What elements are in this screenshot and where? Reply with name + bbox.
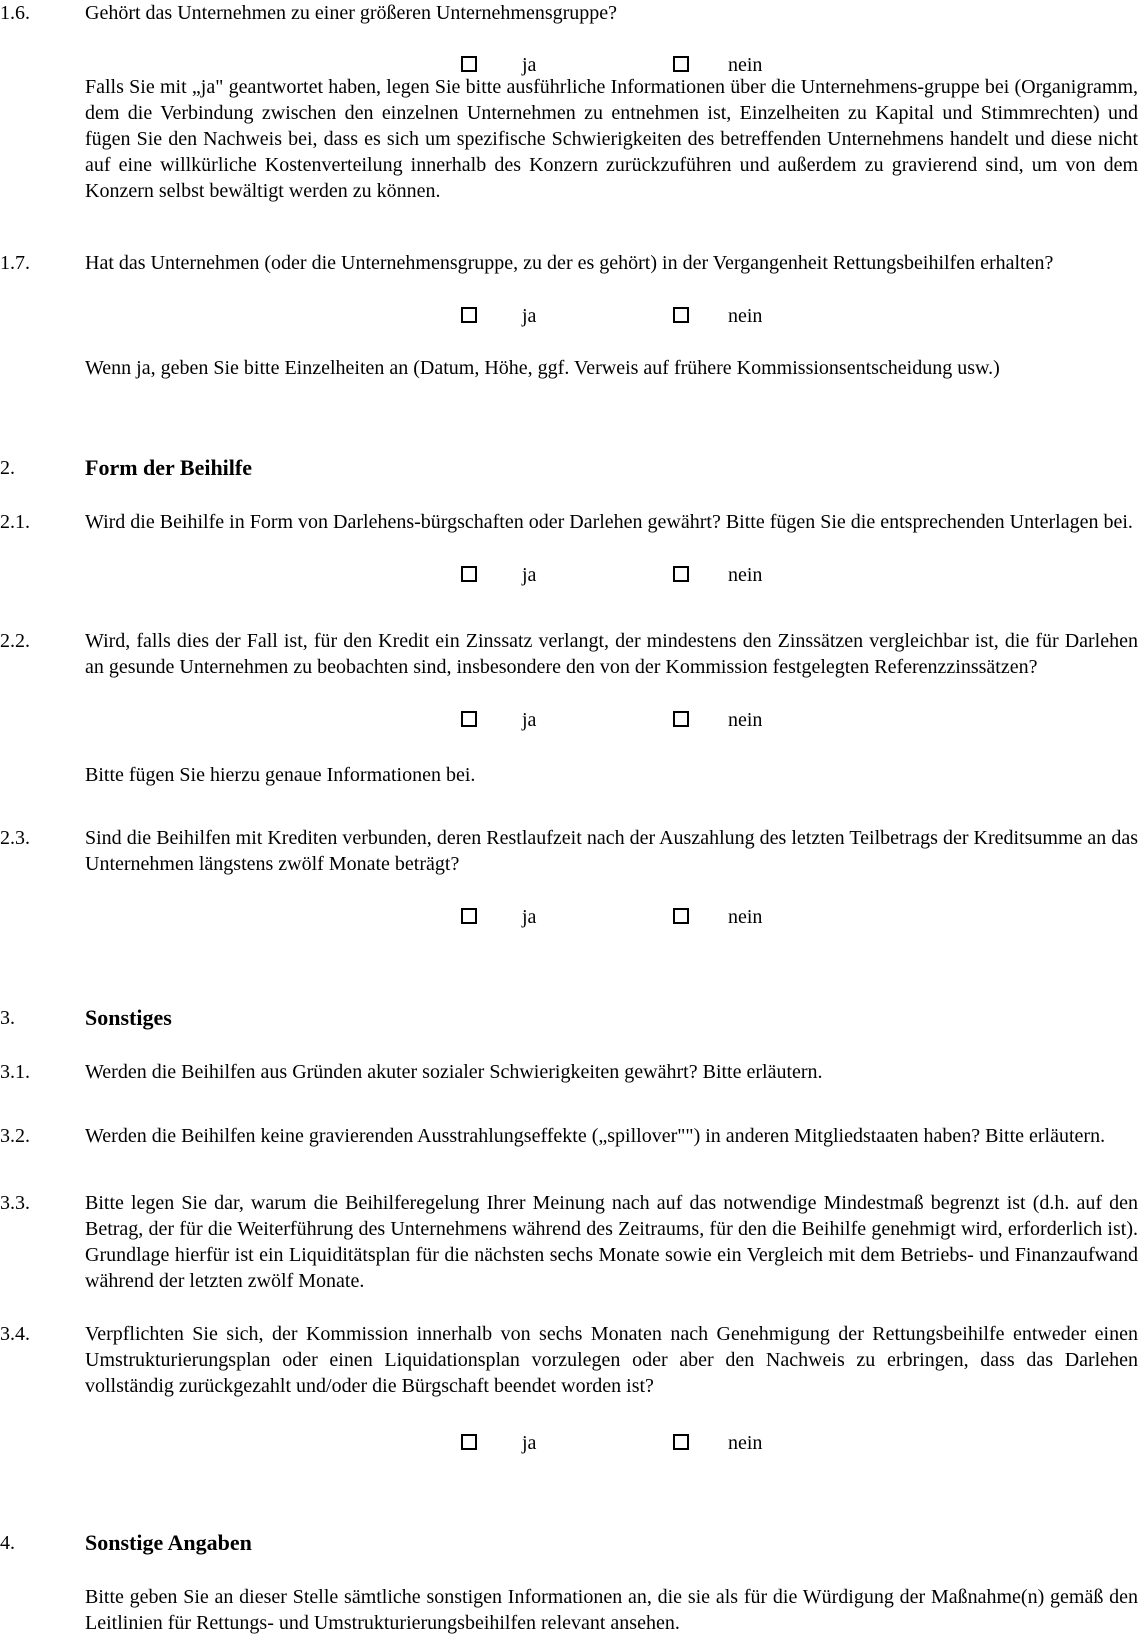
ja-label: ja bbox=[522, 906, 537, 928]
yes-no-options-1-7 bbox=[0, 303, 1140, 329]
yes-no-options-2-3 bbox=[0, 904, 1140, 930]
section-number: 3.1. bbox=[0, 1061, 30, 1083]
section-title: Sonstige Angaben bbox=[85, 1530, 252, 1555]
ja-checkbox[interactable] bbox=[461, 1434, 477, 1450]
yes-no-options-3-4 bbox=[0, 1430, 1140, 1456]
nein-checkbox[interactable] bbox=[673, 307, 689, 323]
section-2-2-info: Bitte fügen Sie hierzu genaue Informationen bei. bbox=[85, 764, 476, 786]
section-number: 2. bbox=[0, 457, 15, 479]
yes-no-options-2-1 bbox=[0, 562, 1140, 588]
question-text: Werden die Beihilfen aus Gründen akuter sozialer Schwierigkeiten gewährt? Bitte erläutern. bbox=[85, 1061, 823, 1083]
section-number: 3.3. bbox=[0, 1192, 30, 1214]
question-text: Wird, falls dies der Fall ist, für den Kredit ein Zinssatz verlangt, der mindestens den Zinssätzen vergleichbar ist, die für Darlehen an gesunde Unternehmen zu beobachten sind, insbesondere den von der Kommission festgelegten Referenzzinssätzen? bbox=[85, 630, 1138, 678]
section-number: 3.2. bbox=[0, 1125, 30, 1147]
question-text: Werden die Beihilfen keine gravierenden Ausstrahlungseffekte („spillover"") in anderen Mitgliedstaaten haben? Bitte erläutern. bbox=[85, 1125, 1106, 1147]
ja-label: ja bbox=[522, 54, 537, 76]
section-number: 2.1. bbox=[0, 511, 30, 533]
ja-label: ja bbox=[522, 305, 537, 327]
nein-checkbox[interactable] bbox=[673, 908, 689, 924]
nein-label: nein bbox=[728, 709, 763, 731]
nein-label: nein bbox=[728, 1432, 763, 1454]
yes-no-options-2-2 bbox=[0, 707, 1140, 733]
question-text: Wird die Beihilfe in Form von Darlehens-bürgschaften oder Darlehen gewährt? Bitte fügen Sie die entsprechenden Unterlagen bei. bbox=[85, 511, 1133, 533]
section-title: Sonstiges bbox=[85, 1005, 172, 1030]
question-text: Sind die Beihilfen mit Krediten verbunden, deren Restlaufzeit nach der Auszahlung des letzten Teilbetrags der Kreditsumme an das Unternehmen längstens zwölf Monate beträgt? bbox=[85, 827, 1138, 875]
question-text: Verpflichten Sie sich, der Kommission innerhalb von sechs Monaten nach Genehmigung der Rettungsbeihilfe entweder einen Umstrukturierungsplan oder einen Liquidationsplan vorzulegen oder aber den Nachweis zu erbringen, dass das Darlehen vollständig zurückgezahlt und/oder die Bürgschaft beendet worden ist? bbox=[85, 1323, 1138, 1397]
section-number: 4. bbox=[0, 1532, 15, 1554]
section-4-info: Bitte geben Sie an dieser Stelle sämtliche sonstigen Informationen an, die sie als für die Würdigung der Maßnahme(n) gemäß den Leitlinien für Rettungs- und Umstrukturierungsbeihilfen relevant ansehen. bbox=[85, 1586, 1138, 1634]
ja-checkbox[interactable] bbox=[461, 711, 477, 727]
ja-label: ja bbox=[522, 564, 537, 586]
question-text: Hat das Unternehmen (oder die Unternehmensgruppe, zu der es gehört) in der Vergangenheit Rettungsbeihilfen erhalten? bbox=[85, 252, 1054, 274]
nein-label: nein bbox=[728, 305, 763, 327]
ja-checkbox[interactable] bbox=[461, 307, 477, 323]
ja-label: ja bbox=[522, 709, 537, 731]
nein-checkbox[interactable] bbox=[673, 56, 689, 72]
section-number: 2.3. bbox=[0, 827, 30, 849]
nein-checkbox[interactable] bbox=[673, 566, 689, 582]
nein-checkbox[interactable] bbox=[673, 1434, 689, 1450]
section-title: Form der Beihilfe bbox=[85, 455, 252, 480]
nein-label: nein bbox=[728, 906, 763, 928]
section-1-6-info: Falls Sie mit „ja" geantwortet haben, legen Sie bitte ausführliche Informationen über die Unternehmens-gruppe bei (Organigramm, dem die Verbindung zwischen den einzelnen Unternehmen zu entnehmen ist, Einzelheiten zu Kapital und Stimmrechten) und fügen Sie den Nachweis bei, dass es sich um spezifische Schwierigkeiten des betreffenden Unternehmens handelt und diese nicht auf eine willkürliche Kostenverteilung innerhalb des Konzern zurückzuführen und außerdem zu gravierend sind, um von dem Konzern selbst bewältigt werden zu können. bbox=[85, 76, 1138, 202]
section-number: 1.6. bbox=[0, 2, 30, 24]
ja-checkbox[interactable] bbox=[461, 908, 477, 924]
question-text: Gehört das Unternehmen zu einer größeren Unternehmensgruppe? bbox=[85, 2, 618, 24]
section-number: 3.4. bbox=[0, 1323, 30, 1345]
nein-checkbox[interactable] bbox=[673, 711, 689, 727]
ja-label: ja bbox=[522, 1432, 537, 1454]
ja-checkbox[interactable] bbox=[461, 566, 477, 582]
section-number: 3. bbox=[0, 1007, 15, 1029]
question-text: Bitte legen Sie dar, warum die Beihilferegelung Ihrer Meinung nach auf das notwendige Mindestmaß begrenzt ist (d.h. auf den Betrag, der für die Weiterführung des Unternehmens während des Zeitraums, für den die Beihilfe genehmigt wird, erforderlich ist). Grundlage hierfür ist ein Liquiditätsplan für die nächsten sechs Monate sowie ein Vergleich mit dem Betriebs- und Finanzaufwand während der letzten zwölf Monate. bbox=[85, 1192, 1138, 1292]
section-1-7-info: Wenn ja, geben Sie bitte Einzelheiten an (Datum, Höhe, ggf. Verweis auf frühere Kommissionsentscheidung usw.) bbox=[85, 357, 1000, 379]
section-number: 1.7. bbox=[0, 252, 30, 274]
nein-label: nein bbox=[728, 564, 763, 586]
ja-checkbox[interactable] bbox=[461, 56, 477, 72]
nein-label: nein bbox=[728, 54, 763, 76]
section-number: 2.2. bbox=[0, 630, 30, 652]
